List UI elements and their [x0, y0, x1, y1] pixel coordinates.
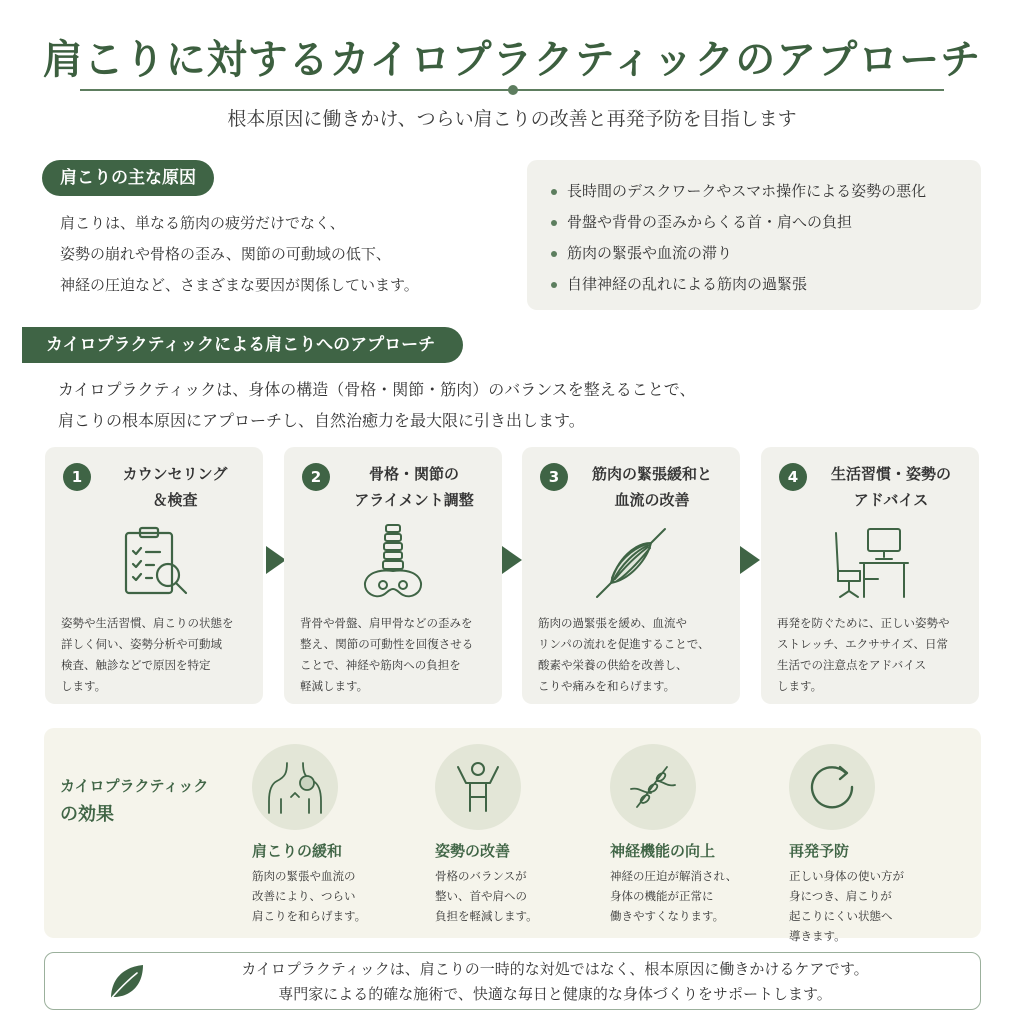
- step-number: 1: [63, 463, 91, 491]
- step-card-1: [45, 447, 263, 704]
- page-subtitle: 根本原因に働きかけ、つらい肩こりの改善と再発予防を目指します: [227, 108, 797, 130]
- effect-desc-line: 導きます。: [789, 929, 846, 943]
- step-desc-line: ことで、神経や筋肉への負担を: [300, 658, 461, 672]
- causes-list-item: 長時間のデスクワークやスマホ操作による姿勢の悪化: [549, 176, 959, 207]
- step-desc-line: 生活での注意点をアドバイス: [777, 658, 927, 672]
- step-description: [61, 613, 255, 697]
- approach-heading: カイロプラクティックによる肩こりへのアプローチ: [22, 327, 463, 363]
- effect-description: [435, 866, 605, 926]
- desk-chair-icon: [830, 523, 910, 603]
- effect-desc-line: 身体の機能が正常に: [610, 889, 714, 903]
- effect-desc-line: 働きやすくなります。: [610, 909, 725, 923]
- step-title-line: 血流の改善: [614, 491, 690, 509]
- nerve-spine-icon: [623, 757, 683, 817]
- effect-icon-circle: [252, 744, 338, 830]
- step-desc-line: 背骨や骨盤、肩甲骨などの歪みを: [300, 616, 473, 630]
- step-desc-line: ストレッチ、エクササイズ、日常: [777, 637, 949, 651]
- posture-person-icon: [448, 757, 508, 817]
- step-desc-line: 姿勢や生活習慣、肩こりの状態を: [61, 616, 234, 630]
- step-desc-line: 詳しく伺い、姿勢分析や可動域: [61, 637, 222, 651]
- step-title-line: カウンセリング: [122, 465, 228, 483]
- step-number: 4: [779, 463, 807, 491]
- effect-desc-line: 負担を軽減します。: [435, 909, 538, 923]
- leaf-icon: [105, 961, 147, 1003]
- effect-desc-line: 骨格のバランスが: [435, 869, 527, 883]
- step-title: [572, 461, 732, 513]
- effect-title: 肩こりの緩和: [252, 842, 343, 860]
- step-desc-line: 検査、触診などで原因を特定: [61, 658, 211, 672]
- step-title-line: ＆検査: [152, 491, 198, 509]
- spine-pelvis-icon: [353, 523, 433, 603]
- effect-icon-circle: [435, 744, 521, 830]
- step-desc-line: 整え、関節の可動性を回復させる: [300, 637, 474, 651]
- step-title-line: 骨格・関節の: [368, 465, 459, 483]
- step-title-line: アドバイス: [853, 491, 929, 509]
- effects-heading: [60, 772, 230, 830]
- effect-description: [610, 866, 780, 926]
- footer-text: [155, 957, 955, 1007]
- step-description: [777, 613, 971, 697]
- step-title: [334, 461, 494, 513]
- step-number: 2: [302, 463, 330, 491]
- effect-desc-line: 身につき、肩こりが: [789, 889, 892, 903]
- causes-text: [60, 208, 500, 301]
- causes-text-line: 神経の圧迫など、さまざまな要因が関係しています。: [60, 276, 419, 294]
- effect-desc-line: 整い、首や肩への: [435, 889, 527, 903]
- effect-desc-line: 改善により、つらい: [252, 889, 356, 903]
- approach-text-line: 肩こりの根本原因にアプローチし、自然治癒力を最大限に引き出します。: [58, 411, 585, 430]
- title-divider-dot: [508, 85, 518, 95]
- effect-icon-circle: [789, 744, 875, 830]
- step-card-2: [284, 447, 502, 704]
- effect-description: [252, 866, 422, 926]
- causes-text-line: 姿勢の崩れや骨格の歪み、関節の可動域の低下、: [60, 245, 391, 263]
- causes-list: [549, 176, 959, 300]
- step-desc-line: します。: [777, 679, 823, 693]
- step-desc-line: 軽減します。: [300, 679, 369, 693]
- footer-banner: [44, 952, 981, 1010]
- causes-list-item: 筋肉の緊張や血流の滞り: [549, 238, 959, 269]
- step-description: [538, 613, 732, 697]
- step-card-3: [522, 447, 740, 704]
- step-arrow-icon: [740, 546, 760, 574]
- causes-list-panel: [527, 160, 981, 310]
- approach-text: [58, 374, 958, 436]
- effect-title: 再発予防: [789, 842, 850, 860]
- step-arrow-icon: [266, 546, 286, 574]
- effects-heading-line: カイロプラクティック: [60, 777, 209, 795]
- approach-text-line: カイロプラクティックは、身体の構造（骨格・関節・筋肉）のバランスを整えることで、: [58, 380, 696, 399]
- shoulder-relief-icon: [265, 757, 325, 817]
- causes-list-item: 自律神経の乱れによる筋肉の過緊張: [549, 269, 959, 300]
- clipboard-search-icon: [114, 523, 194, 603]
- effect-icon-circle: [610, 744, 696, 830]
- step-title-line: アライメント調整: [354, 491, 474, 509]
- effect-title: 姿勢の改善: [435, 842, 511, 860]
- step-title: [811, 461, 971, 513]
- effect-desc-line: 起こりにくい状態へ: [789, 909, 893, 923]
- page-title: 肩こりに対するカイロプラクティックのアプローチ: [42, 37, 982, 83]
- step-title-line: 筋肉の緊張緩和と: [591, 465, 712, 483]
- step-card-4: [761, 447, 979, 704]
- causes-heading: 肩こりの主な原因: [42, 160, 214, 196]
- step-description: [300, 613, 494, 697]
- footer-text-line: 専門家による的確な施術で、快適な毎日と健康的な身体づくりをサポートします。: [278, 985, 832, 1003]
- step-desc-line: 酸素や栄養の供給を改善し、: [538, 658, 688, 672]
- effect-description: [789, 866, 959, 946]
- step-desc-line: リンパの流れを促進することで、: [538, 637, 710, 651]
- step-desc-line: します。: [61, 679, 107, 693]
- step-number: 3: [540, 463, 568, 491]
- footer-text-line: カイロプラクティックは、肩こりの一時的な対処ではなく、根本原因に働きかけるケアです。: [241, 960, 869, 978]
- step-title-line: 生活習慣・姿勢の: [830, 465, 951, 483]
- step-title: [95, 461, 255, 513]
- effect-desc-line: 神経の圧迫が解消され、: [610, 869, 738, 883]
- muscle-fiber-icon: [591, 523, 671, 603]
- step-desc-line: 再発を防ぐために、正しい姿勢や: [777, 616, 950, 630]
- effects-panel: [44, 728, 981, 943]
- refresh-cycle-icon: [802, 757, 862, 817]
- causes-text-line: 肩こりは、単なる筋肉の疲労だけでなく、: [60, 214, 345, 232]
- effect-title: 神経機能の向上: [610, 842, 716, 860]
- effect-desc-line: 筋肉の緊張や血流の: [252, 869, 356, 883]
- step-arrow-icon: [502, 546, 522, 574]
- effect-desc-line: 肩こりを和らげます。: [252, 909, 367, 923]
- effect-desc-line: 正しい身体の使い方が: [789, 869, 904, 883]
- step-desc-line: こりや痛みを和らげます。: [538, 679, 676, 693]
- step-desc-line: 筋肉の過緊張を緩め、血流や: [538, 616, 688, 630]
- causes-list-item: 骨盤や背骨の歪みからくる首・肩への負担: [549, 207, 959, 238]
- effects-heading-line: の効果: [60, 804, 114, 825]
